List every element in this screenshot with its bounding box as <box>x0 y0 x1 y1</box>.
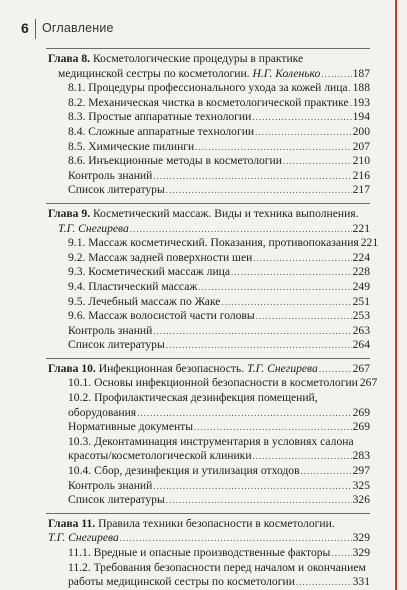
page-header <box>0 0 407 42</box>
chapter-page: 187 <box>352 66 370 80</box>
chapter-title-line <box>48 222 370 237</box>
chapter-divider <box>46 513 370 514</box>
chapter-title-line: Глава 10. Инфекционная безопасность. Т.Г. Снегирева ..... 267 <box>48 362 370 377</box>
margin-rule <box>395 0 397 590</box>
toc-entry: 11.2. Требования безопасности перед началом и окончанием <box>68 560 366 574</box>
toc-entry: 9.1. Массаж косметический. Показания, противопоказания 221 <box>68 236 379 250</box>
chapter-title: Глава 11. Правила техники безопасности в косметологии. <box>48 516 335 530</box>
toc-entry: 8.3. Простые аппаратные технологии ..... 194 <box>68 110 370 125</box>
toc-entry: 8.4. Сложные аппаратные технологии ..... 200 <box>68 125 370 140</box>
toc-entry: 9.2. Массаж задней поверхности шеи ..... 224 <box>68 251 370 266</box>
chapter-divider <box>46 203 370 204</box>
chapter-page: 329 <box>352 531 370 545</box>
toc-entry: 11.1. Вредные и опасные производственные факторы ..... 329 <box>68 546 370 561</box>
chapter-9 <box>48 206 379 353</box>
toc-entry: 8.2. Механическая чистка в косметологической практике ..... 193 <box>68 96 370 111</box>
toc-entry: 10.2. Профилактическая дезинфекция помещений, <box>68 391 318 405</box>
chapter-11 <box>48 517 370 590</box>
toc-entry: Контроль знаний ..... 216 <box>68 169 370 184</box>
toc-entry: 9.6. Массаж волосистой части головы ..... 253 <box>68 309 370 324</box>
chapter-10 <box>48 361 378 508</box>
page-number: 6 <box>21 20 29 36</box>
chapter-page: 267 <box>352 361 370 375</box>
toc-entry: Контроль знаний ..... 325 <box>68 479 370 494</box>
toc-entry: Список литературы ..... 217 <box>68 183 370 198</box>
chapter-title: Глава 9. Косметический массаж. Виды и техника выполнения. <box>48 206 359 220</box>
toc-entry-cont: работы медицинской сестры по косметологии ..... 331 <box>68 575 370 590</box>
chapter-author: Т.Г. Снегирева <box>247 361 318 375</box>
toc-entry: 9.5. Лечебный массаж по Жаке ..... 251 <box>68 295 370 310</box>
toc-entry: 8.5. Химические пилинги ..... 207 <box>68 140 370 155</box>
table-of-contents <box>48 48 379 590</box>
toc-entry: 10.3. Деконтаминация инструментария в условиях салона <box>68 434 354 448</box>
toc-entry: Список литературы ..... 264 <box>68 338 370 353</box>
header-divider <box>35 19 36 39</box>
chapter-title-line: медицинской сестры по косметологии. Н.Г. Коленько ..... 187 <box>48 67 370 82</box>
toc-entry: 8.1. Процедуры профессионального ухода за кожей лица ..... 188 <box>68 81 370 96</box>
chapter-divider <box>46 358 370 359</box>
toc-entry: 8.6. Инъекционные методы в косметологии ..... 210 <box>68 154 370 169</box>
chapter-8 <box>48 52 370 198</box>
chapter-divider <box>46 48 370 49</box>
toc-entry: 10.4. Сбор, дезинфекция и утилизация отходов ..... 297 <box>68 464 370 479</box>
toc-entry: 9.4. Пластический массаж ..... 249 <box>68 280 370 295</box>
chapter-title: Глава 8. Косметологические процедуры в практике <box>48 52 304 65</box>
toc-entry: 10.1. Основы инфекционной безопасности в косметологии 267 <box>68 376 378 390</box>
chapter-author: Т.Г. Снегирева <box>58 221 129 235</box>
running-title: Оглавление <box>42 21 114 35</box>
toc-entry: Список литературы ..... 326 <box>68 493 370 508</box>
toc-entry: Контроль знаний ..... 263 <box>68 324 370 339</box>
chapter-author: Н.Г. Коленько <box>252 66 321 80</box>
toc-entry: 9.3. Косметический массаж лица ..... 228 <box>68 265 370 280</box>
chapter-title-line <box>48 531 370 546</box>
chapter-author: Т.Г. Снегирева <box>48 531 119 545</box>
chapter-page: 221 <box>352 221 370 235</box>
toc-entry: Нормативные документы ..... 269 <box>68 420 370 435</box>
toc-entry-cont: оборудования ..... 269 <box>68 406 370 421</box>
toc-entry-cont: красоты/косметологической клиники ..... 283 <box>68 449 370 464</box>
